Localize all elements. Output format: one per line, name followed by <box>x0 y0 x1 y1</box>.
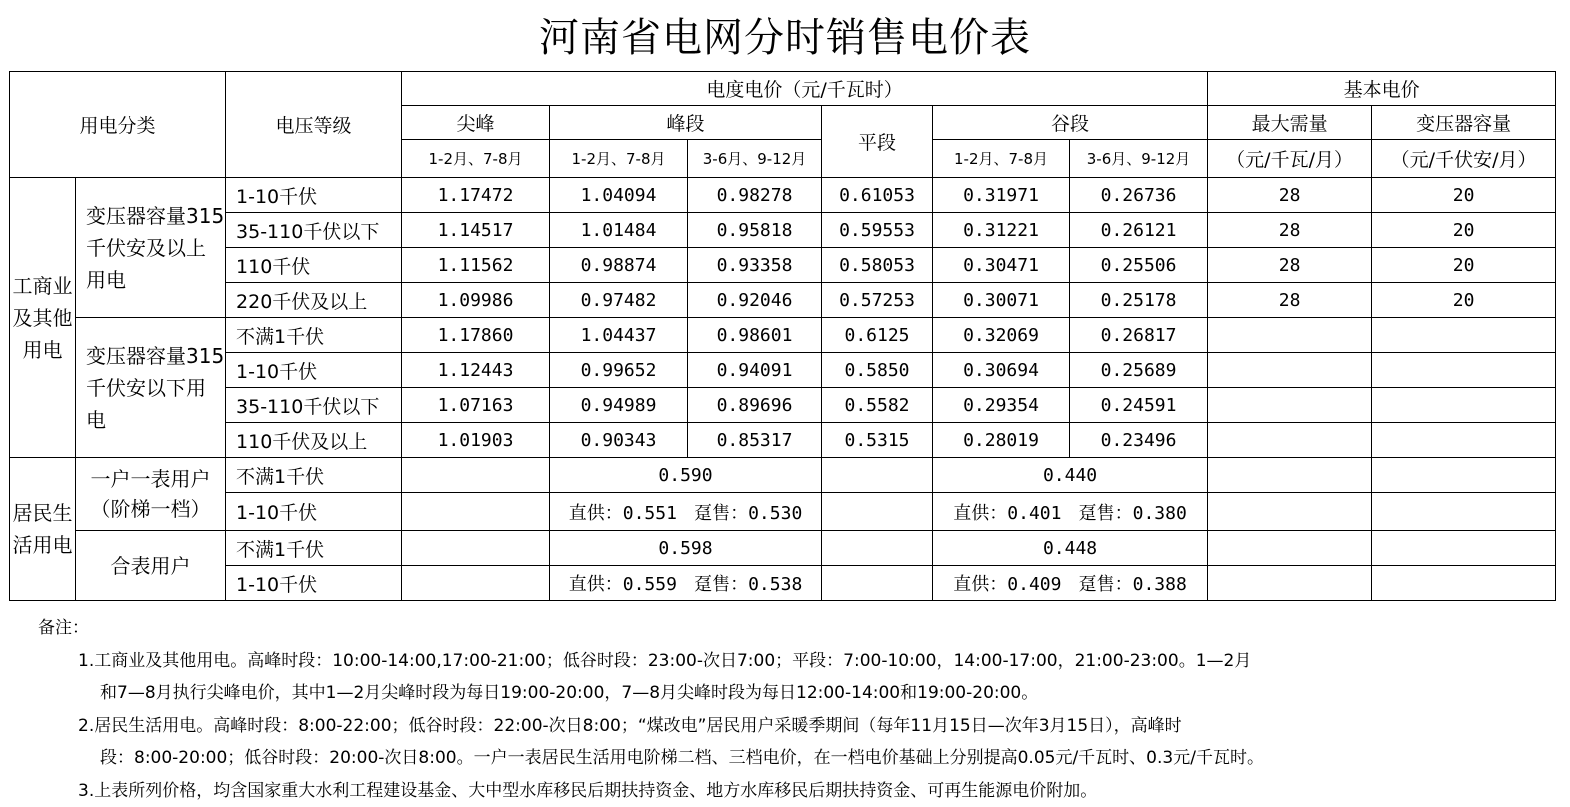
max-demand-price: 28 <box>1208 248 1372 283</box>
page-title: 河南省电网分时销售电价表 <box>0 10 1570 66</box>
table-row <box>10 318 1556 353</box>
empty-cell <box>1208 458 1372 493</box>
peak-price-a: 1.01484 <box>550 213 688 248</box>
empty-cell <box>822 531 933 566</box>
voltage-cell: 110千伏 <box>226 248 402 283</box>
voltage-cell: 35-110千伏以下 <box>226 388 402 423</box>
header-sharp-months: 1-2月、7-8月 <box>402 140 550 178</box>
wholesale-value: 0.380 <box>1133 503 1187 524</box>
flat-price: 0.6125 <box>822 318 933 353</box>
peak-price-b: 0.92046 <box>688 283 822 318</box>
direct-label: 直供： <box>953 574 1007 595</box>
notes-heading: 备注： <box>38 612 1538 645</box>
valley-price-a: 0.29354 <box>933 388 1070 423</box>
header-basic-price: 基本电价 <box>1208 72 1556 106</box>
table-row <box>10 493 1556 531</box>
voltage-cell: 不满1千伏 <box>226 531 402 566</box>
peak-price: 0.598 <box>550 531 822 566</box>
empty-cell <box>1208 318 1372 353</box>
valley-price-a: 0.32069 <box>933 318 1070 353</box>
empty-cell <box>1372 493 1556 531</box>
peak-price-b: 0.98601 <box>688 318 822 353</box>
sharp-price: 1.09986 <box>402 283 550 318</box>
voltage-cell: 220千伏及以上 <box>226 283 402 318</box>
table-row <box>10 213 1556 248</box>
valley-price-a: 0.31221 <box>933 213 1070 248</box>
max-demand-price: 28 <box>1208 213 1372 248</box>
header-max-demand: 最大需量 <box>1208 106 1372 140</box>
empty-cell <box>822 493 933 531</box>
peak-price-b: 0.95818 <box>688 213 822 248</box>
capacity-price: 20 <box>1372 178 1556 213</box>
empty-cell <box>1208 353 1372 388</box>
wholesale-label: 趸售： <box>1079 503 1133 524</box>
header-valley-months-b: 3-6月、9-12月 <box>1070 140 1208 178</box>
sharp-price: 1.11562 <box>402 248 550 283</box>
voltage-cell: 110千伏及以上 <box>226 423 402 458</box>
notes-section <box>38 612 1538 807</box>
valley-price-a: 0.30694 <box>933 353 1070 388</box>
peak-price-a: 0.94989 <box>550 388 688 423</box>
note-3-line-1: 3.上表所列价格，均含国家重大水利工程建设基金、大中型水库移民后期扶持资金、地方水库移民后期扶持资金、可再生能源电价附加。 <box>38 775 1538 807</box>
valley-price-b: 0.25178 <box>1070 283 1208 318</box>
sharp-price: 1.17472 <box>402 178 550 213</box>
peak-price-b: 0.89696 <box>688 388 822 423</box>
direct-label: 直供： <box>569 574 623 595</box>
sharp-price: 1.14517 <box>402 213 550 248</box>
peak-price-a: 0.97482 <box>550 283 688 318</box>
table-row <box>10 423 1556 458</box>
peak-price-a: 0.90343 <box>550 423 688 458</box>
direct-value: 0.551 <box>623 503 677 524</box>
peak-price-a: 1.04094 <box>550 178 688 213</box>
table-row <box>10 566 1556 601</box>
header-peak-months-b: 3-6月、9-12月 <box>688 140 822 178</box>
empty-cell <box>1372 353 1556 388</box>
peak-price-a: 0.99652 <box>550 353 688 388</box>
peak-price-b: 0.94091 <box>688 353 822 388</box>
valley-price-a: 0.30071 <box>933 283 1070 318</box>
capacity-price: 20 <box>1372 283 1556 318</box>
valley-price-split <box>933 493 1208 531</box>
category-residential: 居民生活用电 <box>10 458 76 601</box>
empty-cell <box>1372 318 1556 353</box>
direct-label: 直供： <box>569 503 623 524</box>
note-2-line-2: 段：8:00-20:00；低谷时段：20:00-次日8:00。一户一表居民生活用电阶梯二档、三档电价，在一档电价基础上分别提高0.05元/千瓦时、0.3元/千瓦时。 <box>38 742 1538 775</box>
valley-price-b: 0.25506 <box>1070 248 1208 283</box>
empty-cell <box>1372 566 1556 601</box>
table-row <box>10 388 1556 423</box>
wholesale-value: 0.538 <box>748 574 802 595</box>
valley-price-a: 0.28019 <box>933 423 1070 458</box>
note-1-line-2: 和7—8月执行尖峰电价，其中1—2月尖峰时段为每日19:00-20:00，7—8月尖峰时段为每日12:00-14:00和19:00-20:00。 <box>38 677 1538 710</box>
peak-price-split <box>550 566 822 601</box>
voltage-cell: 1-10千伏 <box>226 353 402 388</box>
flat-price: 0.57253 <box>822 283 933 318</box>
subcategory-large-transformer: 变压器容量315千伏安及以上用电 <box>76 178 226 318</box>
empty-cell <box>402 531 550 566</box>
header-peak: 峰段 <box>550 106 822 140</box>
capacity-price: 20 <box>1372 248 1556 283</box>
empty-cell <box>822 566 933 601</box>
subcategory-small-transformer: 变压器容量315千伏安以下用电 <box>76 318 226 458</box>
subcategory-shared-meter: 合表用户 <box>76 531 226 601</box>
flat-price: 0.61053 <box>822 178 933 213</box>
direct-value: 0.559 <box>623 574 677 595</box>
wholesale-label: 趸售： <box>694 503 748 524</box>
header-transformer-capacity: 变压器容量 <box>1372 106 1556 140</box>
empty-cell <box>402 566 550 601</box>
header-category: 用电分类 <box>10 72 226 178</box>
table-row <box>10 178 1556 213</box>
wholesale-value: 0.530 <box>748 503 802 524</box>
peak-price-b: 0.85317 <box>688 423 822 458</box>
sharp-price: 1.07163 <box>402 388 550 423</box>
valley-price-b: 0.26736 <box>1070 178 1208 213</box>
table-row <box>10 248 1556 283</box>
peak-price: 0.590 <box>550 458 822 493</box>
wholesale-label: 趸售： <box>1079 574 1133 595</box>
voltage-cell: 不满1千伏 <box>226 318 402 353</box>
empty-cell <box>822 458 933 493</box>
empty-cell <box>1208 531 1372 566</box>
direct-value: 0.409 <box>1007 574 1061 595</box>
voltage-cell: 1-10千伏 <box>226 566 402 601</box>
flat-price: 0.5582 <box>822 388 933 423</box>
empty-cell <box>1372 388 1556 423</box>
peak-price-a: 1.04437 <box>550 318 688 353</box>
table-row <box>10 531 1556 566</box>
header-transformer-capacity-unit: （元/千伏安/月） <box>1372 140 1556 178</box>
valley-price-b: 0.24591 <box>1070 388 1208 423</box>
max-demand-price: 28 <box>1208 178 1372 213</box>
valley-price-b: 0.25689 <box>1070 353 1208 388</box>
note-2-line-1: 2.居民生活用电。高峰时段：8:00-22:00；低谷时段：22:00-次日8:00；“煤改电”居民用户采暖季期间（每年11月15日—次年3月15日），高峰时 <box>38 710 1538 743</box>
empty-cell <box>1372 423 1556 458</box>
wholesale-label: 趸售： <box>694 574 748 595</box>
voltage-cell: 1-10千伏 <box>226 493 402 531</box>
note-1-line-1: 1.工商业及其他用电。高峰时段：10:00-14:00,17:00-21:00；低谷时段：23:00-次日7:00；平段：7:00-10:00，14:00-17:00，21:00-23:00。1—2月 <box>38 645 1538 678</box>
flat-price: 0.5315 <box>822 423 933 458</box>
valley-price-b: 0.26817 <box>1070 318 1208 353</box>
peak-price-split <box>550 493 822 531</box>
valley-price-split <box>933 566 1208 601</box>
sharp-price: 1.12443 <box>402 353 550 388</box>
header-valley: 谷段 <box>933 106 1208 140</box>
direct-label: 直供： <box>953 503 1007 524</box>
wholesale-value: 0.388 <box>1133 574 1187 595</box>
header-sharp-peak: 尖峰 <box>402 106 550 140</box>
empty-cell <box>1208 423 1372 458</box>
voltage-cell: 1-10千伏 <box>226 178 402 213</box>
valley-price-b: 0.23496 <box>1070 423 1208 458</box>
max-demand-price: 28 <box>1208 283 1372 318</box>
empty-cell <box>1208 388 1372 423</box>
empty-cell <box>402 493 550 531</box>
flat-price: 0.58053 <box>822 248 933 283</box>
category-commercial: 工商业及其他用电 <box>10 178 76 458</box>
peak-price-b: 0.93358 <box>688 248 822 283</box>
flat-price: 0.59553 <box>822 213 933 248</box>
voltage-cell: 35-110千伏以下 <box>226 213 402 248</box>
flat-price: 0.5850 <box>822 353 933 388</box>
valley-price-a: 0.31971 <box>933 178 1070 213</box>
capacity-price: 20 <box>1372 213 1556 248</box>
header-energy-price: 电度电价（元/千瓦时） <box>402 72 1208 106</box>
table-row <box>10 458 1556 493</box>
voltage-cell: 不满1千伏 <box>226 458 402 493</box>
header-valley-months-a: 1-2月、7-8月 <box>933 140 1070 178</box>
empty-cell <box>1372 531 1556 566</box>
header-peak-months-a: 1-2月、7-8月 <box>550 140 688 178</box>
sharp-price: 1.01903 <box>402 423 550 458</box>
table-row <box>10 283 1556 318</box>
peak-price-b: 0.98278 <box>688 178 822 213</box>
empty-cell <box>1372 458 1556 493</box>
empty-cell <box>1208 493 1372 531</box>
subcategory-single-meter: 一户一表用户（阶梯一档） <box>76 458 226 531</box>
valley-price: 0.448 <box>933 531 1208 566</box>
header-voltage: 电压等级 <box>226 72 402 178</box>
header-flat: 平段 <box>822 106 933 178</box>
price-table <box>9 71 1556 601</box>
empty-cell <box>1208 566 1372 601</box>
valley-price: 0.440 <box>933 458 1208 493</box>
header-max-demand-unit: （元/千瓦/月） <box>1208 140 1372 178</box>
direct-value: 0.401 <box>1007 503 1061 524</box>
sharp-price: 1.17860 <box>402 318 550 353</box>
valley-price-a: 0.30471 <box>933 248 1070 283</box>
valley-price-b: 0.26121 <box>1070 213 1208 248</box>
peak-price-a: 0.98874 <box>550 248 688 283</box>
empty-cell <box>402 458 550 493</box>
table-row <box>10 353 1556 388</box>
